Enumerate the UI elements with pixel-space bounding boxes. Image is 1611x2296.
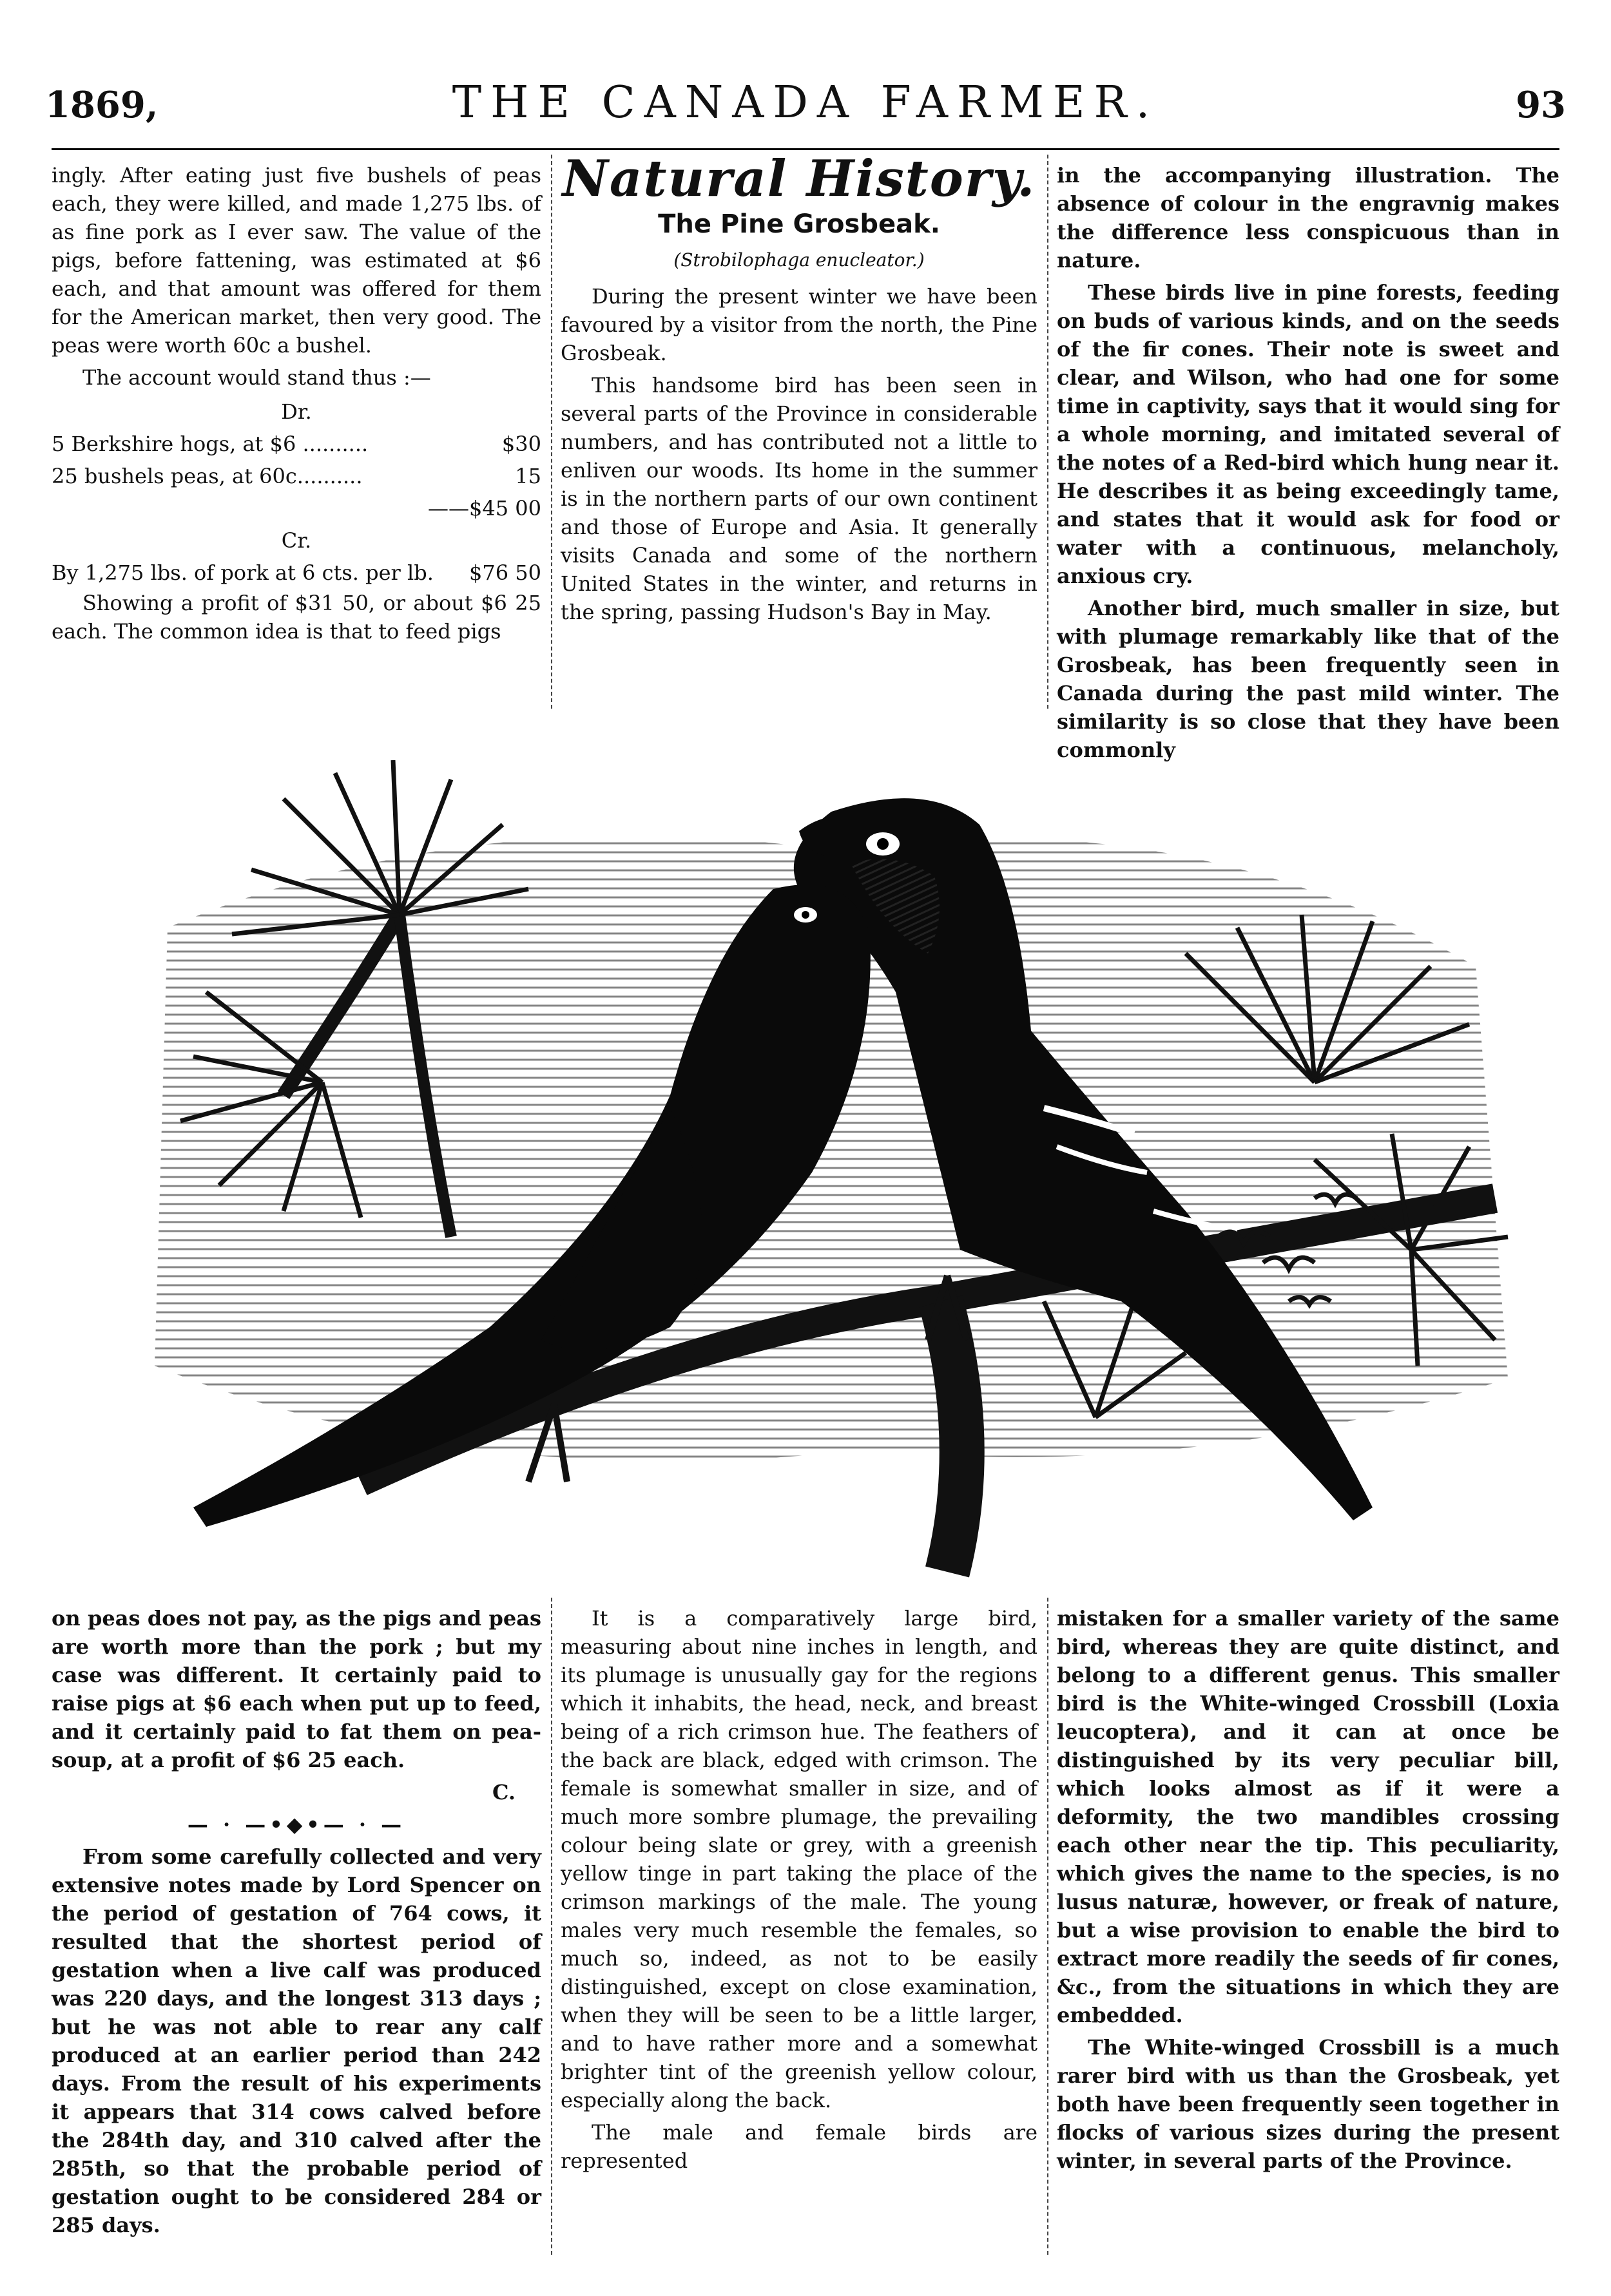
account-total: ——$45 00: [428, 496, 541, 521]
column-divider: [551, 155, 552, 709]
divider-ornament: — · —•◆•— · —: [187, 1812, 406, 1837]
account-row-value: $30: [501, 432, 541, 456]
paragraph: on peas does not pay, as the pigs and peas are worth more than the pork ; but my case was different. It certainly paid to raise pigs at $6 each when put up to feed, and it certainly paid to fat them on pea-soup, at a profit of $6 25 each.: [52, 1606, 541, 1772]
column-3-bottom: [1057, 1604, 1559, 2179]
account-row-label: By 1,275 lbs. of pork at 6 cts. per lb.: [52, 560, 434, 585]
section-title: Natural History.: [562, 149, 1036, 208]
column-1-bottom: [52, 1604, 541, 2243]
paragraph: in the accompanying illustration. The absence of colour in the engravnig makes the difference less conspicuous than in nature.: [1057, 163, 1559, 273]
paragraph: The White-winged Crossbill is a much rarer bird with us than the Grosbeak, yet both have been frequently seen together in flocks of various sizes during the present winter, in several parts of the Province.: [1057, 2035, 1559, 2173]
column-1-top: [52, 161, 541, 649]
column-2-bottom: [561, 1604, 1037, 2179]
page-header: [45, 77, 1566, 142]
article-title: The Pine Grosbeak.: [658, 209, 940, 239]
column-3-top: [1057, 161, 1559, 768]
paragraph: During the present winter we have been favoured by a visitor from the north, the Pine Grosbeak.: [561, 284, 1037, 365]
column-2-top: [561, 149, 1037, 630]
paragraph: Showing a profit of $31 50, or about $6 25 each. The common idea is that to feed pigs: [52, 591, 541, 644]
account-row: [52, 460, 541, 492]
account-row-label: 25 bushels peas, at 60c..........: [52, 464, 363, 488]
scientific-name: (Strobilophaga enucleator.): [673, 249, 925, 271]
account-table: [52, 396, 541, 589]
account-row-value: $76 50: [469, 560, 541, 585]
paragraph: ingly. After eating just five bushels of peas each, they were killed, and made 1,275 lbs. of as fine pork as I ever saw. The value of the pigs, before fattening, was estimated at $6 each, and that amount was offered for them for the American market, then very good. The peas were worth 60c a bushel.: [52, 163, 541, 358]
header-year: 1869,: [45, 84, 159, 126]
paragraph: These birds live in pine forests, feeding on buds of various kinds, and on the seeds of the fir cones. Their note is sweet and clear, and Wilson, who had one for some time in captivity, says that it would sing for a whole morning, and imitated several of the notes of a Red-bird which hung near it. He describes it as being exceedingly tame, and states that it would ask for food or water with a continuous, melancholy, anxious cry.: [1057, 280, 1559, 588]
account-row-value: 15: [515, 464, 541, 488]
signature: C.: [492, 1780, 516, 1804]
column-divider: [551, 1598, 552, 2255]
paragraph: It is a comparatively large bird, measuring about nine inches in length, and its plumage is unusually gay for the regions which it inhabits, the head, neck, and breast being of a rich crimson hue. The feathers of the back are black, edged with crimson. The female is somewhat smaller in size, and of much more sombre plumage, the prevailing colour being slate or grey, with a greenish yellow tinge in part taking the place of the crimson markings of the male. The young males very much resemble the females, so much so, indeed, as not to be easily distinguished, except on close examination, when they will be seen to be a little larger, and to have rather more and a somewhat brighter tint of the greenish yellow colour, especially along the back.: [561, 1606, 1037, 2112]
account-debit-heading: Dr.: [281, 399, 312, 424]
account-credit-heading: Cr.: [281, 528, 312, 553]
account-row: [52, 428, 541, 460]
account-row-label: 5 Berkshire hogs, at $6 ..........: [52, 432, 369, 456]
account-row: [52, 557, 541, 589]
paragraph: Another bird, much smaller in size, but with plumage remarkably like that of the Grosbeak, has been frequently seen in Canada during the past mild winter. The similarity is so close that they have been commonly: [1057, 596, 1559, 762]
paragraph: From some carefully collected and very extensive notes made by Lord Spencer on the period of gestation of 764 cows, it resulted that the shortest period of gestation when a live calf was produced was 220 days, and the longest 313 days ; but he was not able to rear any calf produced at an earlier period than 242 days. From the result of his experiments it appears that 314 cows calved before the 284th day, and 310 calved after the 285th, so that the probable period of gestation ought to be considered 284 or 285 days.: [52, 1844, 541, 2237]
paragraph: This handsome bird has been seen in several parts of the Province in considerable numbers, and has contributed not a little to enliven our woods. Its home in the summer is in the northern parts of our own continent and those of Europe and Asia. It generally visits Canada and some of the northern United States in the winter, and returns in the spring, passing Hudson's Bay in May.: [561, 373, 1037, 624]
paragraph: The account would stand thus :—: [82, 365, 431, 390]
branch: [941, 1301, 962, 1572]
pine-grosbeak-illustration: [90, 722, 1547, 1585]
column-divider: [1047, 1598, 1048, 2255]
page-number: 93: [1516, 84, 1566, 126]
column-divider: [1047, 155, 1048, 709]
journal-title: THE CANADA FARMER.: [452, 77, 1159, 128]
paragraph: The male and female birds are represented: [561, 2120, 1037, 2173]
paragraph: mistaken for a smaller variety of the same bird, whereas they are quite distinct, and belong to a different genus. This smaller bird is the White-winged Crossbill (Loxia leucoptera), and it can at once be distinguished by its very peculiar bill, which looks almost as if it were a deformity, the two mandibles crossing each other near the tip. This peculiarity, which gives the name to the species, is no lusus naturæ, however, or freak of nature, but a wise provision to enable the bird to extract more readily the seeds of fir cones, &c., from the situations in which they are embedded.: [1057, 1606, 1559, 2027]
